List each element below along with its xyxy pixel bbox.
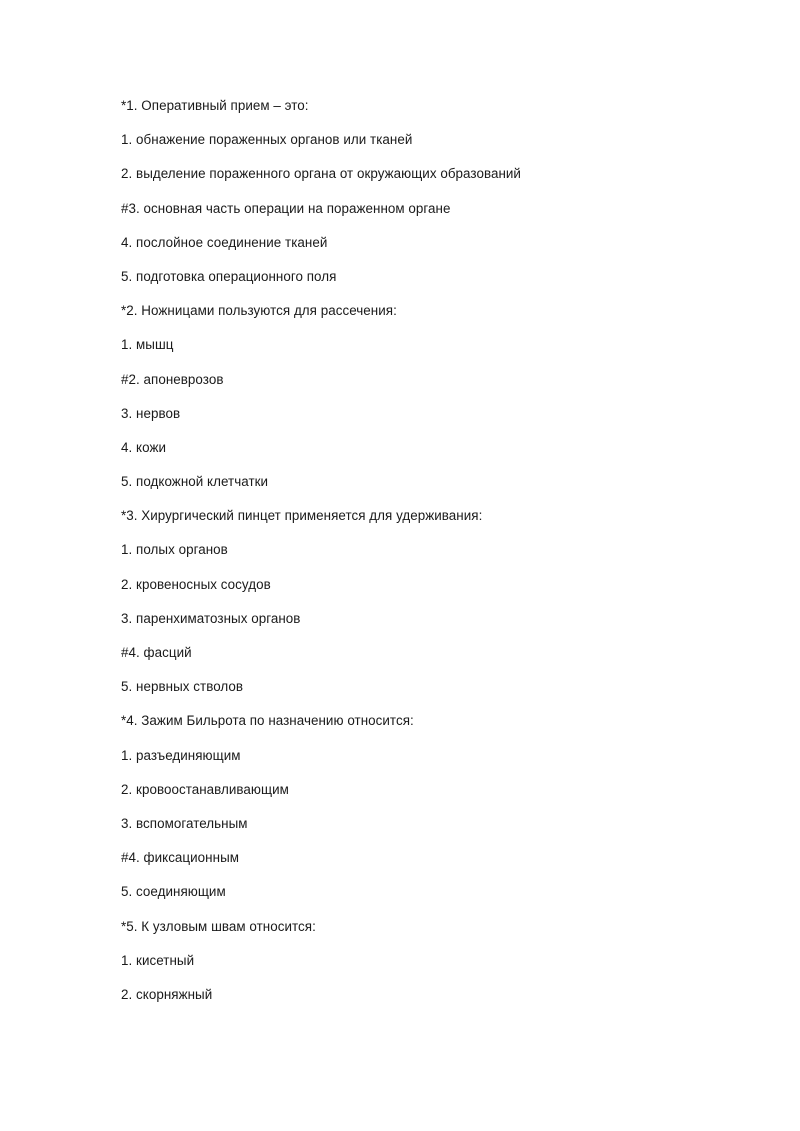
answer-option: 4. послойное соединение тканей [121, 234, 328, 250]
question-title: *4. Зажим Бильрота по назначению относится: [121, 713, 414, 729]
answer-option: 2. кровоостанавливающим [121, 781, 289, 797]
answer-option: 1. полых органов [121, 542, 228, 558]
answer-option: 1. разъединяющим [121, 747, 241, 763]
answer-option: 5. нервных стволов [121, 679, 244, 695]
answer-option: 5. соединяющим [121, 884, 226, 900]
answer-option-correct: #4. фасций [121, 645, 192, 660]
answer-option: 1. обнажение пораженных органов или тканей [121, 132, 413, 148]
answer-option-correct: #3. основная часть операции на пораженном органе [121, 200, 451, 216]
answer-option: 2. кровеносных сосудов [121, 576, 271, 592]
answer-option: 2. выделение пораженного органа от окружающих образований [121, 166, 521, 182]
answer-option-correct: #2. апоневрозов [121, 371, 224, 387]
answer-option: 1. мышц [121, 337, 174, 353]
question-title: *2. Ножницами пользуются для рассечения: [121, 303, 397, 319]
answer-option: 1. кисетный [121, 952, 195, 968]
answer-option: 3. паренхиматозных органов [121, 610, 301, 626]
answer-option: 5. подготовка операционного поля [121, 268, 337, 284]
answer-option: 5. подкожной клетчатки [121, 474, 269, 490]
question-title: *5. К узловым швам относится: [121, 918, 316, 934]
question-title: *1. Оперативный прием – это: [121, 98, 309, 113]
question-title: *3. Хирургический пинцет применяется для удерживания: [121, 508, 483, 524]
answer-option-correct: #4. фиксационным [121, 850, 240, 866]
answer-option: 3. нервов [121, 405, 181, 421]
question-list [121, 96, 521, 1019]
answer-option: 3. вспомогательным [121, 815, 248, 831]
answer-option: 4. кожи [121, 439, 166, 455]
answer-option: 2. скорняжный [121, 986, 213, 1002]
